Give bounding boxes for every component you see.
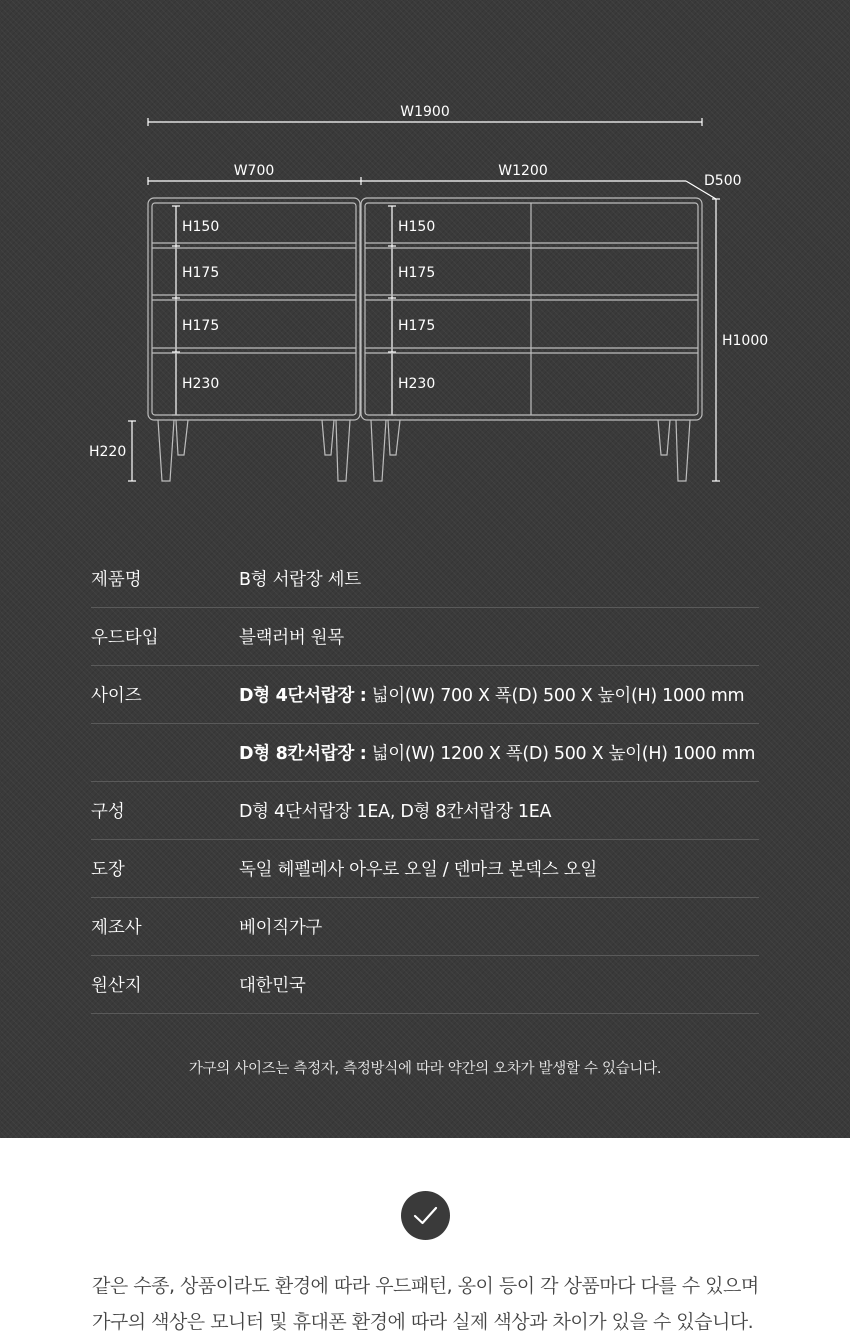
size-item-title: D형 8칸서랍장 : bbox=[239, 744, 367, 764]
spec-row-origin bbox=[91, 956, 759, 1014]
depth-label: D500 bbox=[704, 173, 742, 189]
spec-table bbox=[91, 550, 759, 1014]
total-width-label: W1900 bbox=[400, 104, 450, 120]
drawer-height-label: H175 bbox=[182, 265, 220, 281]
spec-row-size-2 bbox=[91, 724, 759, 782]
spec-value: 대한민국 bbox=[239, 976, 306, 996]
spec-label: 원산지 bbox=[91, 976, 142, 996]
spec-value: 베이직가구 bbox=[239, 918, 323, 938]
cabinet-outlines bbox=[148, 198, 702, 481]
spec-row-manufacturer bbox=[91, 898, 759, 956]
drawer-height-label: H150 bbox=[398, 219, 436, 235]
color-disclaimer bbox=[92, 1268, 792, 1340]
drawer-height-label: H175 bbox=[398, 265, 436, 281]
spec-row-product-name bbox=[91, 550, 759, 608]
size-tolerance-note: 가구의 사이즈는 측정자, 측정방식에 따라 약간의 오차가 발생할 수 있습니다. bbox=[188, 1061, 662, 1077]
spec-row-finish bbox=[91, 840, 759, 898]
disclaimer-line: 가구의 색상은 모니터 및 휴대폰 환경에 따라 실제 색상과 차이가 있을 수 있습니다. bbox=[92, 1311, 754, 1333]
drawer-height-label: H175 bbox=[398, 318, 436, 334]
spec-row-composition bbox=[91, 782, 759, 840]
spec-row-wood-type bbox=[91, 608, 759, 666]
spec-label: 사이즈 bbox=[91, 686, 142, 706]
spec-value: D형 4단서랍장 : 넓이(W) 700 X 폭(D) 500 X 높이(H) 1000 mm bbox=[239, 686, 745, 706]
spec-label: 우드타입 bbox=[91, 628, 159, 648]
drawer-height-label: H150 bbox=[182, 219, 220, 235]
notice-section bbox=[0, 1138, 850, 1334]
spec-value: 블랙러버 원목 bbox=[239, 628, 344, 648]
dimension-diagram bbox=[0, 0, 850, 520]
leg-height-label: H220 bbox=[89, 444, 127, 460]
drawer-height-label: H175 bbox=[182, 318, 220, 334]
disclaimer-line: 같은 수종, 상품이라도 환경에 따라 우드패턴, 옹이 등이 각 상품마다 다를 수 있으며 bbox=[92, 1275, 759, 1297]
spec-value: B형 서랍장 세트 bbox=[239, 570, 361, 590]
spec-label: 구성 bbox=[91, 802, 125, 822]
check-icon-glyph bbox=[401, 1191, 450, 1240]
spec-value: 독일 헤펠레사 아우로 오일 / 덴마크 본덱스 오일 bbox=[239, 860, 597, 880]
drawer-height-label: H230 bbox=[398, 376, 436, 392]
spec-label: 제품명 bbox=[91, 570, 142, 590]
right-width-label: W1200 bbox=[498, 163, 548, 179]
check-icon bbox=[401, 1191, 450, 1240]
spec-label: 제조사 bbox=[91, 918, 142, 938]
left-width-label: W700 bbox=[233, 163, 275, 179]
drawer-height-label: H230 bbox=[182, 376, 220, 392]
spec-value: D형 8칸서랍장 : 넓이(W) 1200 X 폭(D) 500 X 높이(H) 1000 mm bbox=[239, 744, 756, 764]
spec-value: D형 4단서랍장 1EA, D형 8칸서랍장 1EA bbox=[239, 802, 552, 822]
spec-row-size bbox=[91, 666, 759, 724]
spec-label: 도장 bbox=[91, 860, 125, 880]
total-height-label: H1000 bbox=[722, 333, 769, 349]
size-item-title: D형 4단서랍장 : bbox=[239, 686, 367, 706]
